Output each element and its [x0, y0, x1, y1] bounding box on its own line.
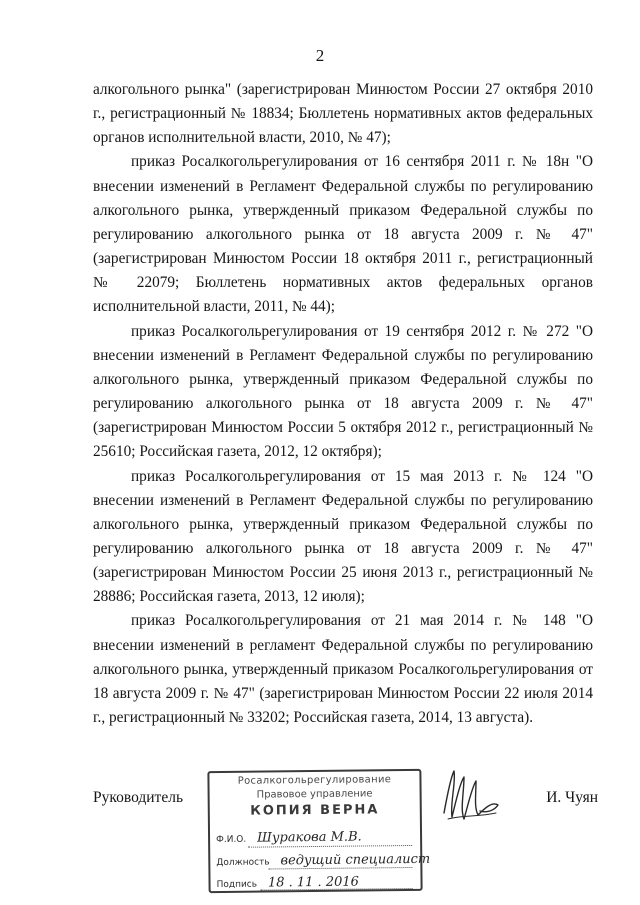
- page-number: 2: [315, 46, 325, 65]
- signatory-position: Руководитель: [93, 789, 184, 806]
- signatory-name: И. Чуян: [546, 789, 598, 806]
- handwritten-signature-icon: [438, 761, 508, 831]
- document-body: [93, 78, 593, 730]
- paragraph-1: алкогольного рынка" (зарегистрирован Минюстом России 27 октября 2010 г., регистрационный № 18834; Бюллетень нормативных актов федеральных органов исполнительной власти, 2010, № 47);: [93, 81, 593, 147]
- stamp-fio-value: Шуракова М.В.: [257, 829, 362, 846]
- stamp-position-value: ведущий специалист: [280, 851, 431, 869]
- paragraph-2: приказ Росалкогольрегулирования от 16 сентября 2011 г. № 18н "О внесении изменений в Регламент Федеральной службы по регулированию алкогольного рынка, утвержденный приказом Федеральной службы по регулированию алкогольного рынка от 18 августа 2009 г. № 47" (зарегистрирован Минюстом России 18 октября 2011 г., регистрационный № 22079; Бюллетень нормативных актов федеральных органов исполнительной власти, 2011, № 44);: [93, 153, 593, 316]
- stamp-date-label: Подпись: [216, 879, 258, 891]
- stamp-position-label: Должность: [216, 857, 270, 869]
- stamp-position-underline: [268, 867, 412, 870]
- stamp-date-value: 18 . 11 . 2016: [267, 874, 359, 891]
- copy-certified-stamp: [207, 769, 431, 893]
- paragraph-3: приказ Росалкогольрегулирования от 19 сентября 2012 г. № 272 "О внесении изменений в Регламент Федеральной службы по регулированию алкогольного рынка, утвержденный приказом Федеральной службы по регулированию алкогольного рынка от 18 августа 2009 г. № 47" (зарегистрирован Минюстом России 5 октября 2012 г., регистрационный № 25610; Российская газета, 2012, 12 октября);: [93, 322, 593, 461]
- stamp-copy-mark: КОПИЯ ВЕРНА: [250, 802, 380, 819]
- stamp-department: Правовое управление: [256, 788, 373, 801]
- paragraph-5: приказ Росалкогольрегулирования от 21 мая 2014 г. № 148 "О внесении изменений в регламент Федеральной службы по регулированию алкогольного рынка, утвержденный приказом Росалкогольрегулирования от 18 августа 2009 г. № 47" (зарегистрирован Минюстом России 22 июля 2014 г., регистрационный № 33202; Российская газета, 2014, 13 августа).: [93, 612, 593, 727]
- stamp-fio-row: [216, 830, 362, 847]
- paragraph-4: приказ Росалкогольрегулирования от 15 мая 2013 г. № 124 "О внесении изменений в Регламент Федеральной службы по регулированию алкогольного рынка, утвержденный приказом Федеральной службы по регулированию алкогольного рынка от 18 августа 2009 г. № 47" (зарегистрирован Минюстом России 25 июня 2013 г., регистрационный № 28886; Российская газета, 2013, 12 июля);: [93, 467, 593, 606]
- stamp-organization: Росалкогольрегулирование: [237, 774, 392, 787]
- stamp-date-underline: [261, 888, 413, 891]
- stamp-fio-label: Ф.И.О.: [216, 834, 247, 846]
